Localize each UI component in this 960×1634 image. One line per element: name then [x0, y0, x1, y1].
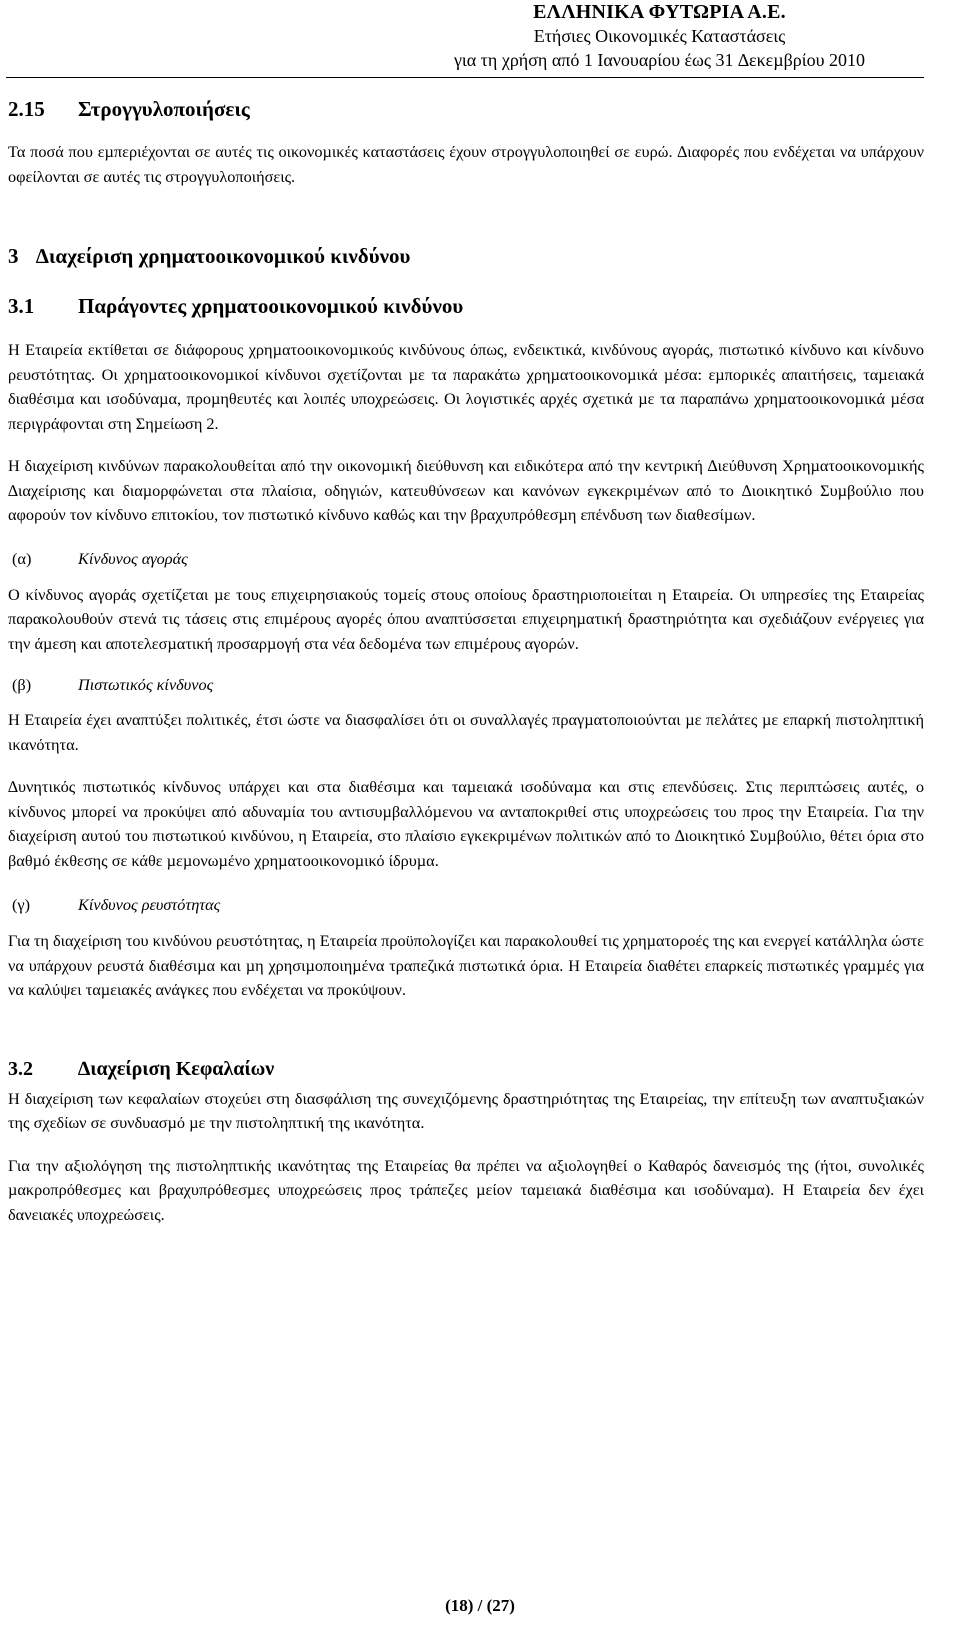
document-subtitle: Ετήσιες Οικονοµικές Καταστάσεις — [533, 26, 786, 46]
capital-management-paragraph-2: Για την αξιολόγηση της πιστοληπτικής ικανότητας της Εταιρείας θα πρέπει να αξιολογηθεί ο Καθαρός δανεισµός της (ήτοι, συνολικές µακροπρόθεσµες και βραχυπρόθεσµες υποχρεώσεις προς τράπεζες µείον ταµειακά διαθέσιµα και ισοδύναµα). Η Εταιρεία δεν έχει δανειακές υποχρεώσεις. — [8, 1155, 924, 1224]
liquidity-risk-paragraph: Για τη διαχείριση του κινδύνου ρευστότητας, η Εταιρεία προϋπολογίζει και παρακολουθεί τις χρηµατοροές της και ενεργεί κατάλληλα ώστε να υπάρχουν ρευστά διαθέσιµα και µη χρησιµοποιηµένα τραπεζικά πιστωτικά όρια. Η Εταιρεία διαθέτει επαρκείς πιστωτικές γραµµές για να καλύψει ταµειακές ανάγκες που ενδέχεται να προκύψουν. — [8, 931, 924, 999]
reporting-period: για τη χρήση από 1 Ιανουαρίου έως 31 ∆εκεµβρίου 2010 — [453, 50, 865, 70]
section-number: 2.15 — [8, 97, 45, 121]
section-3-1-heading — [8, 292, 924, 320]
page-header — [454, 0, 865, 72]
section-3-2-heading — [8, 1055, 924, 1083]
section-title: ∆ιαχείριση Κεφαλαίων — [78, 1057, 275, 1080]
subsection-title: Κίνδυνος αγοράς — [78, 548, 188, 568]
subsection-label: (γ) — [12, 895, 31, 914]
section-number: 3.2 — [8, 1057, 33, 1080]
market-risk-paragraph: Ο κίνδυνος αγοράς σχετίζεται µε τους επιχειρησιακούς τοµείς στους οποίους δραστηριοποιείται η Εταιρεία. Οι υπηρεσίες της Εταιρείας παρακολουθούν στενά τις τάσεις στις επιµέρους αγορές όπου αναπτύσσεται επιχειρηµατική δραστηριότητα και σχεδιάζουν ενέργειες για την άµεση και αποτελεσµατική προσαρµογή στα νέα δεδοµένα των επιµέρους αγορών. — [8, 584, 924, 653]
capital-management-paragraph-1: Η διαχείριση των κεφαλαίων στοχεύει στη διασφάλιση της συνεχιζόµενης δραστηριότητας της Εταιρείας, την επίτευξη των αναπτυξιακών της σχεδίων σε συνδυασµό µε την πιστοληπτική της ικανότητα. — [8, 1088, 924, 1132]
document-body — [8, 95, 924, 1227]
section-2-15-heading — [8, 95, 924, 123]
credit-risk-heading — [8, 673, 924, 697]
credit-risk-paragraph-1: Η Εταιρεία έχει αναπτύξει πολιτικές, έτσι ώστε να διασφαλίσει ότι οι συναλλαγές πραγµατοποιούνται µε πελάτες µε επαρκή πιστοληπτική ικανότητα. — [8, 710, 924, 754]
section-3-heading — [8, 242, 924, 270]
credit-risk-paragraph-2: ∆υνητικός πιστωτικός κίνδυνος υπάρχει και στα διαθέσιµα και ταµειακά ισοδύναµα και στις επενδύσεις. Στις περιπτώσεις αυτές, ο κίνδυνος µπορεί να προκύψει από αδυναµία του αντισυµβαλλόµενου να ανταποκριθεί στις υποχρεώσεις του προς την Εταιρεία. Για την διαχείριση αυτού του πιστωτικού κινδύνου, η Εταιρεία, στο πλαίσιο εγκεκριµένων πολιτικών από το ∆ιοικητικό Συµβούλιο, θέτει όρια στο βαθµό έκθεσης σε κάθε µεµονωµένο χρηµατοοικονοµικό ίδρυµα. — [8, 777, 924, 870]
section-title: Στρογγυλοποιήσεις — [78, 97, 250, 121]
header-divider — [6, 77, 924, 78]
risk-factors-paragraph: Η Εταιρεία εκτίθεται σε διάφορους χρηµατοοικονοµικούς κινδύνους όπως, ενδεικτικά, κινδύνους αγοράς, πιστωτικό κίνδυνο και κίνδυνο ρευστότητας. Οι χρηµατοοικονοµικοί κίνδυνοι σχετίζονται µε τα παρακάτω χρηµατοοικονοµικά µέσα: εµπορικές απαιτήσεις, ταµειακά διαθέσιµα και ισοδύναµα, προµηθευτές και λοιπές υποχρεώσεις. Οι λογιστικές αρχές σχετικά µε τα παραπάνω χρηµατοοικονοµικά µέσα περιγράφονται στη Σηµείωση 2. — [8, 340, 924, 433]
risk-management-paragraph: Η διαχείριση κινδύνων παρακολουθείται από την οικονοµική διεύθυνση και ειδικότερα από την κεντρική ∆ιεύθυνση Χρηµατοοικονοµικής ∆ιαχείρισης και διαµορφώνεται στα πλαίσια, οδηγιών, κατευθύνσεων και κανόνων εγκεκριµένων από το ∆ιοικητικό Συµβούλιο που αφορούν τον κίνδυνο επιτοκίου, τον πιστωτικό κίνδυνο καθώς και την βραχυπρόθεσµη επένδυση των διαθεσίµων. — [8, 456, 924, 524]
section-number: 3 — [8, 244, 19, 268]
company-name: ΕΛΛΗΝΙΚΑ ΦΥΤΩΡΙΑ Α.Ε. — [533, 1, 786, 23]
section-number: 3.1 — [8, 294, 35, 318]
subsection-label: (α) — [12, 548, 32, 568]
rounding-paragraph: Τα ποσά που εµπεριέχονται σε αυτές τις οικονοµικές καταστάσεις έχουν στρογγυλοποιηθεί σε ευρώ. ∆ιαφορές που ενδέχεται να υπάρχουν οφείλονται σε αυτές τις στρογγυλοποιήσεις. — [8, 142, 924, 186]
subsection-label: (β) — [12, 675, 32, 694]
market-risk-heading — [8, 547, 924, 571]
section-title: ∆ιαχείριση χρηµατοοικονοµικού κινδύνου — [36, 244, 411, 268]
section-title: Παράγοντες χρηµατοοικονοµικού κινδύνου — [78, 294, 464, 318]
liquidity-risk-heading — [8, 893, 924, 917]
subsection-title: Κίνδυνος ρευστότητας — [78, 895, 221, 914]
subsection-title: Πιστωτικός κίνδυνος — [78, 675, 214, 694]
page-number: (18) / (27) — [445, 1596, 515, 1615]
